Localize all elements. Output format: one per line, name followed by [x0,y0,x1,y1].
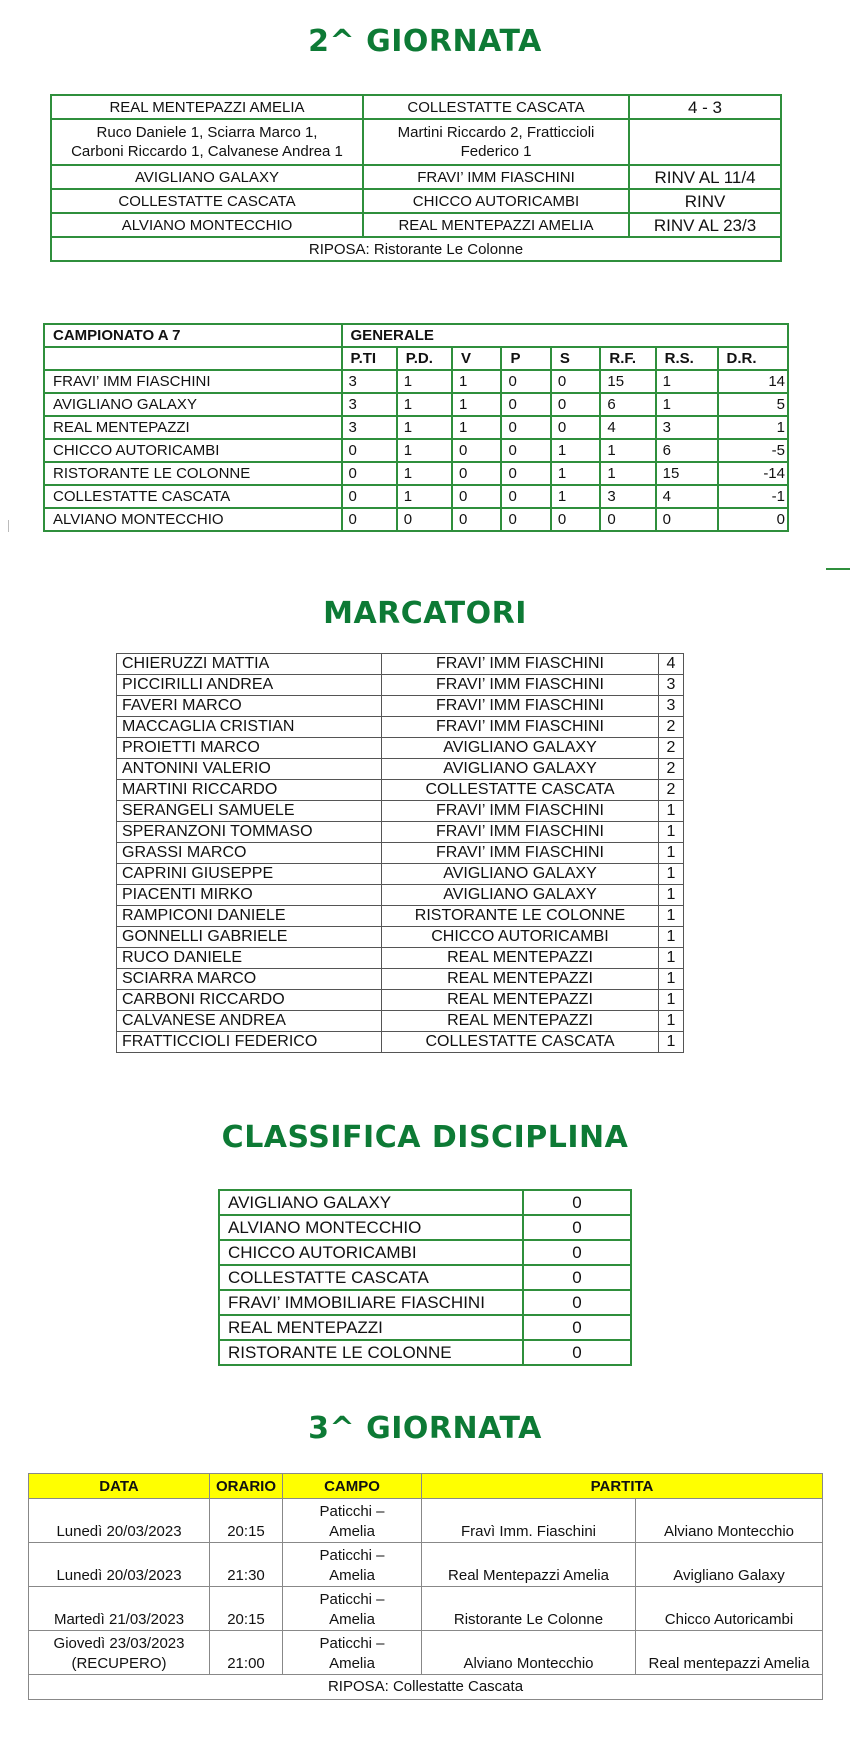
standings-title-row [44,324,788,347]
player-team: REAL MENTEPAZZI [382,1011,659,1032]
scorer-row [117,885,684,906]
fixture-venue: Paticchi – Amelia [283,1543,422,1587]
scorer-row [117,1032,684,1053]
stat-value: 0 [501,462,550,485]
home-team: ALVIANO MONTECCHIO [51,213,363,237]
fixture-home: Alviano Montecchio [422,1631,636,1675]
fixture-time: 20:15 [210,1587,283,1631]
player-name: FAVERI MARCO [117,696,382,717]
goal-count: 2 [659,759,684,780]
stat-value: 0 [551,416,600,439]
stat-value: 1 [397,370,452,393]
col-header: P.D. [397,347,452,370]
match-row [51,95,781,119]
stat-value: -1 [718,485,788,508]
scorer-row [117,822,684,843]
away-team: FRAVI’ IMM FIASCHINI [363,165,629,189]
scorer-row [117,780,684,801]
discipline-row [219,1215,631,1240]
away-team: COLLESTATTE CASCATA [363,95,629,119]
team-header-empty [44,347,342,370]
col-header-partita: PARTITA [422,1474,823,1499]
stat-value: 15 [600,370,655,393]
stat-value: 1 [656,370,718,393]
col-header-orario: ORARIO [210,1474,283,1499]
col-header: P [501,347,550,370]
discipline-points: 0 [523,1340,631,1365]
goal-count: 2 [659,717,684,738]
discipline-points: 0 [523,1215,631,1240]
stat-value: 1 [551,462,600,485]
stat-value: 0 [600,508,655,531]
stat-value: 0 [501,393,550,416]
discipline-row [219,1340,631,1365]
fixture-time: 21:30 [210,1543,283,1587]
goal-count: 1 [659,822,684,843]
fixture-home: Real Mentepazzi Amelia [422,1543,636,1587]
stat-value: 1 [551,485,600,508]
stat-value: 3 [600,485,655,508]
player-team: AVIGLIANO GALAXY [382,864,659,885]
championship-title: CAMPIONATO A 7 [44,324,342,347]
riposa-row [29,1675,823,1700]
player-team: FRAVI’ IMM FIASCHINI [382,717,659,738]
goal-count: 1 [659,948,684,969]
stat-value: 0 [342,485,397,508]
player-name: GONNELLI GABRIELE [117,927,382,948]
stat-value: 1 [397,393,452,416]
fixture-row [29,1543,823,1587]
discipline-title: CLASSIFICA DISCIPLINA [221,1120,629,1155]
stat-value: 0 [501,416,550,439]
scorer-row [117,675,684,696]
team-name: FRAVI’ IMM FIASCHINI [44,370,342,393]
fixture-away: Chicco Autoricambi [636,1587,823,1631]
away-team: REAL MENTEPAZZI AMELIA [363,213,629,237]
team-name: REAL MENTEPAZZI [219,1315,523,1340]
round2-title: 2^ GIORNATA [308,24,542,59]
stat-value: 0 [342,462,397,485]
stat-value: 0 [718,508,788,531]
round2-results-table [50,94,782,262]
stat-value: 1 [551,439,600,462]
player-name: PICCIRILLI ANDREA [117,675,382,696]
stat-value: 4 [656,485,718,508]
goal-count: 1 [659,990,684,1011]
player-name: CARBONI RICCARDO [117,990,382,1011]
stat-value: 0 [397,508,452,531]
home-team: AVIGLIANO GALAXY [51,165,363,189]
team-name: REAL MENTEPAZZI [44,416,342,439]
player-name: CHIERUZZI MATTIA [117,654,382,675]
goal-count: 4 [659,654,684,675]
stat-value: 1 [397,462,452,485]
stat-value: 1 [397,416,452,439]
discipline-row [219,1190,631,1215]
stat-value: 14 [718,370,788,393]
scorer-row [117,843,684,864]
team-name: COLLESTATTE CASCATA [44,485,342,508]
team-name: CHICCO AUTORICAMBI [219,1240,523,1265]
discipline-table [218,1189,632,1366]
player-team: REAL MENTEPAZZI [382,948,659,969]
col-header: P.TI [342,347,397,370]
stat-value: 1 [452,370,501,393]
col-header: D.R. [718,347,788,370]
stat-value: 3 [342,370,397,393]
scorer-row [117,759,684,780]
player-name: RUCO DANIELE [117,948,382,969]
col-header-data: DATA [29,1474,210,1499]
stat-value: 0 [342,439,397,462]
stat-value: 1 [600,439,655,462]
scorer-row [117,696,684,717]
fixture-home: Ristorante Le Colonne [422,1587,636,1631]
scorers-table [116,653,684,1053]
player-team: AVIGLIANO GALAXY [382,738,659,759]
player-team: AVIGLIANO GALAXY [382,885,659,906]
stat-value: 6 [600,393,655,416]
player-team: AVIGLIANO GALAXY [382,759,659,780]
player-team: RISTORANTE LE COLONNE [382,906,659,927]
scorer-row [117,969,684,990]
stat-value: 0 [551,370,600,393]
team-name: RISTORANTE LE COLONNE [44,462,342,485]
goal-count: 1 [659,864,684,885]
home-team: COLLESTATTE CASCATA [51,189,363,213]
schedule-header-row [29,1474,823,1499]
fixture-away: Alviano Montecchio [636,1499,823,1543]
fixture-time: 21:00 [210,1631,283,1675]
home-team: REAL MENTEPAZZI AMELIA [51,95,363,119]
player-team: REAL MENTEPAZZI [382,990,659,1011]
standings-row [44,370,788,393]
stat-value: 0 [656,508,718,531]
player-team: COLLESTATTE CASCATA [382,1032,659,1053]
stat-value: 3 [656,416,718,439]
stray-mark [8,520,9,532]
discipline-points: 0 [523,1265,631,1290]
team-name: RISTORANTE LE COLONNE [219,1340,523,1365]
fixture-date: Giovedì 23/03/2023 (RECUPERO) [29,1631,210,1675]
player-team: COLLESTATTE CASCATA [382,780,659,801]
player-name: PIACENTI MIRKO [117,885,382,906]
round3-schedule-table [28,1473,823,1700]
scorer-row [117,864,684,885]
discipline-row [219,1265,631,1290]
match-row [51,165,781,189]
player-name: CAPRINI GIUSEPPE [117,864,382,885]
discipline-points: 0 [523,1240,631,1265]
fixture-venue: Paticchi – Amelia [283,1499,422,1543]
discipline-row [219,1290,631,1315]
match-row [51,213,781,237]
stat-value: 0 [551,508,600,531]
team-name: FRAVI’ IMMOBILIARE FIASCHINI [219,1290,523,1315]
stat-value: 0 [501,485,550,508]
col-header: V [452,347,501,370]
stat-value: 15 [656,462,718,485]
stat-value: 0 [452,439,501,462]
player-name: SPERANZONI TOMMASO [117,822,382,843]
goal-count: 1 [659,885,684,906]
col-header: R.S. [656,347,718,370]
goal-count: 1 [659,1011,684,1032]
fixture-away: Avigliano Galaxy [636,1543,823,1587]
standings-header-row [44,347,788,370]
standings-row [44,439,788,462]
team-name: AVIGLIANO GALAXY [44,393,342,416]
stat-value: 1 [452,416,501,439]
stat-value: 1 [656,393,718,416]
player-team: FRAVI’ IMM FIASCHINI [382,822,659,843]
stat-value: 0 [452,462,501,485]
stat-value: 0 [452,508,501,531]
scorer-row [117,717,684,738]
stat-value: 0 [551,393,600,416]
discipline-points: 0 [523,1190,631,1215]
match-scorers-row [51,119,781,165]
goal-count: 1 [659,801,684,822]
player-team: FRAVI’ IMM FIASCHINI [382,843,659,864]
stat-value: 6 [656,439,718,462]
player-name: PROIETTI MARCO [117,738,382,759]
standings-subtitle: GENERALE [342,324,788,347]
stat-value: 0 [501,439,550,462]
scorer-row [117,906,684,927]
fixture-venue: Paticchi – Amelia [283,1587,422,1631]
goal-count: 2 [659,738,684,759]
player-team: FRAVI’ IMM FIASCHINI [382,801,659,822]
fixture-time: 20:15 [210,1499,283,1543]
scorer-row [117,927,684,948]
player-name: SERANGELI SAMUELE [117,801,382,822]
fixture-date: Martedì 21/03/2023 [29,1587,210,1631]
stat-value: 5 [718,393,788,416]
stat-value: 3 [342,416,397,439]
match-score: RINV [629,189,781,213]
scorer-row [117,654,684,675]
divider-line [826,568,850,570]
fixture-venue: Paticchi – Amelia [283,1631,422,1675]
stat-value: 0 [452,485,501,508]
fixture-row [29,1587,823,1631]
player-name: GRASSI MARCO [117,843,382,864]
round3-title: 3^ GIORNATA [308,1411,542,1446]
away-scorers: Martini Riccardo 2, Fratticcioli Federico 1 [363,119,629,165]
match-score: RINV AL 11/4 [629,165,781,189]
stat-value: 0 [501,508,550,531]
standings-row [44,462,788,485]
player-team: CHICCO AUTORICAMBI [382,927,659,948]
discipline-points: 0 [523,1290,631,1315]
goal-count: 3 [659,696,684,717]
standings-row [44,508,788,531]
fixture-away: Real mentepazzi Amelia [636,1631,823,1675]
stat-value: -5 [718,439,788,462]
stat-value: 1 [397,439,452,462]
goal-count: 1 [659,843,684,864]
discipline-row [219,1240,631,1265]
fixture-row [29,1631,823,1675]
goal-count: 1 [659,1032,684,1053]
scorers-title: MARCATORI [323,596,527,631]
player-name: MARTINI RICCARDO [117,780,382,801]
goal-count: 3 [659,675,684,696]
riposa-text: RIPOSA: Ristorante Le Colonne [51,237,781,261]
standings-row [44,416,788,439]
standings-row [44,485,788,508]
player-name: ANTONINI VALERIO [117,759,382,780]
player-name: MACCAGLIA CRISTIAN [117,717,382,738]
away-team: CHICCO AUTORICAMBI [363,189,629,213]
team-name: ALVIANO MONTECCHIO [44,508,342,531]
stat-value: 1 [452,393,501,416]
team-name: COLLESTATTE CASCATA [219,1265,523,1290]
match-score [629,119,781,165]
goal-count: 1 [659,969,684,990]
scorer-row [117,801,684,822]
team-name: AVIGLIANO GALAXY [219,1190,523,1215]
fixture-date: Lunedì 20/03/2023 [29,1543,210,1587]
scorer-row [117,1011,684,1032]
col-header: S [551,347,600,370]
goal-count: 1 [659,927,684,948]
fixture-row [29,1499,823,1543]
goal-count: 1 [659,906,684,927]
stat-value: 0 [342,508,397,531]
scorer-row [117,990,684,1011]
match-score: 4 - 3 [629,95,781,119]
player-name: CALVANESE ANDREA [117,1011,382,1032]
stat-value: 1 [718,416,788,439]
player-name: RAMPICONI DANIELE [117,906,382,927]
match-row [51,189,781,213]
discipline-points: 0 [523,1315,631,1340]
player-name: SCIARRA MARCO [117,969,382,990]
player-team: FRAVI’ IMM FIASCHINI [382,675,659,696]
stat-value: 1 [397,485,452,508]
standings-table [43,323,789,532]
team-name: ALVIANO MONTECCHIO [219,1215,523,1240]
standings-row [44,393,788,416]
stat-value: 4 [600,416,655,439]
player-name: FRATTICCIOLI FEDERICO [117,1032,382,1053]
stat-value: 0 [501,370,550,393]
player-team: FRAVI’ IMM FIASCHINI [382,696,659,717]
col-header: R.F. [600,347,655,370]
stat-value: -14 [718,462,788,485]
scorer-row [117,948,684,969]
discipline-row [219,1315,631,1340]
team-name: CHICCO AUTORICAMBI [44,439,342,462]
stat-value: 3 [342,393,397,416]
riposa-row [51,237,781,261]
goal-count: 2 [659,780,684,801]
fixture-date: Lunedì 20/03/2023 [29,1499,210,1543]
player-team: REAL MENTEPAZZI [382,969,659,990]
col-header-campo: CAMPO [283,1474,422,1499]
riposa-text: RIPOSA: Collestatte Cascata [29,1675,823,1700]
scorer-row [117,738,684,759]
player-team: FRAVI’ IMM FIASCHINI [382,654,659,675]
match-score: RINV AL 23/3 [629,213,781,237]
stat-value: 1 [600,462,655,485]
home-scorers: Ruco Daniele 1, Sciarra Marco 1, Carboni Riccardo 1, Calvanese Andrea 1 [51,119,363,165]
fixture-home: Fravì Imm. Fiaschini [422,1499,636,1543]
